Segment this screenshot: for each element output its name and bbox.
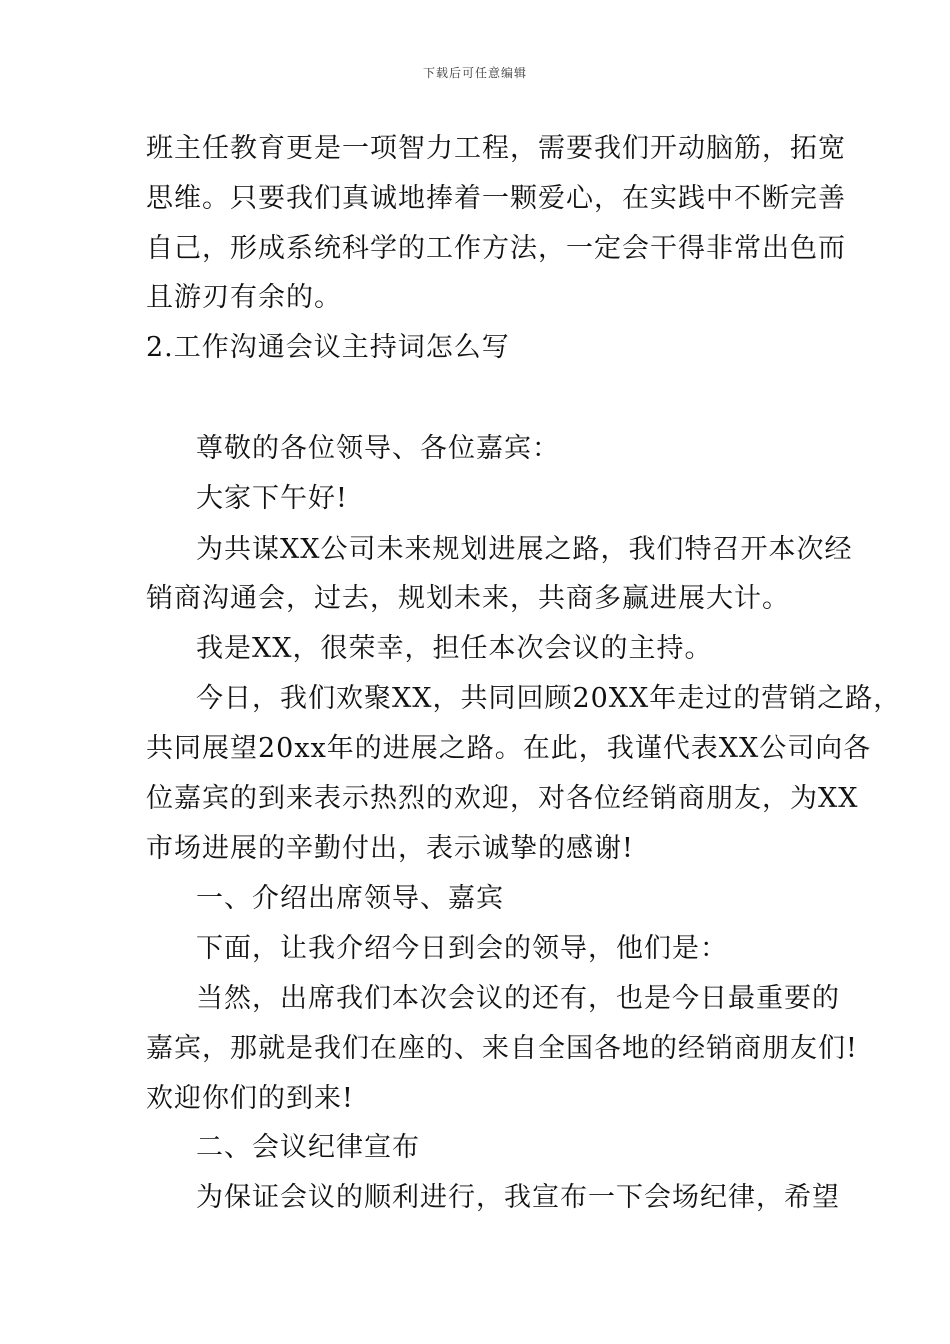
subsection-heading: 一、介绍出席领导、嘉宾	[196, 883, 504, 914]
paragraph-line: 且游刃有余的。	[146, 282, 342, 313]
paragraph-line: 销商沟通会，过去，规划未来，共商多赢进展大计。	[146, 583, 790, 614]
salutation: 尊敬的各位领导、各位嘉宾：	[196, 433, 560, 464]
paragraph-line: 下面，让我介绍今日到会的领导，他们是：	[196, 933, 728, 964]
paragraph-line: 为保证会议的顺利进行，我宣布一下会场纪律，希望	[196, 1182, 840, 1213]
paragraph-line: 自己，形成系统科学的工作方法，一定会干得非常出色而	[146, 233, 846, 264]
paragraph-line: 共同展望20xx年的进展之路。在此，我谨代表XX公司向各	[146, 733, 872, 764]
section-heading: 2.工作沟通会议主持词怎么写	[146, 332, 510, 363]
paragraph-line: 嘉宾，那就是我们在座的、来自全国各地的经销商朋友们!	[146, 1033, 858, 1064]
page-header-note: 下载后可任意编辑	[422, 66, 527, 80]
paragraph-line: 为共谋XX公司未来规划进展之路，我们特召开本次经	[196, 534, 853, 565]
paragraph-line: 我是XX，很荣幸，担任本次会议的主持。	[196, 633, 713, 664]
paragraph-line: 今日，我们欢聚XX，共同回顾20XX年走过的营销之路，	[196, 683, 902, 714]
paragraph-line: 位嘉宾的到来表示热烈的欢迎，对各位经销商朋友，为XX	[146, 783, 859, 814]
greeting: 大家下午好!	[196, 483, 348, 514]
paragraph-line: 当然，出席我们本次会议的还有，也是今日最重要的	[196, 983, 840, 1014]
subsection-heading: 二、会议纪律宣布	[196, 1132, 420, 1163]
paragraph-line: 思维。只要我们真诚地捧着一颗爱心，在实践中不断完善	[146, 183, 846, 214]
paragraph-line: 欢迎你们的到来!	[146, 1083, 354, 1114]
paragraph-line: 班主任教育更是一项智力工程，需要我们开动脑筋，拓宽	[146, 133, 846, 164]
paragraph-line: 市场进展的辛勤付出，表示诚挚的感谢!	[146, 833, 634, 864]
